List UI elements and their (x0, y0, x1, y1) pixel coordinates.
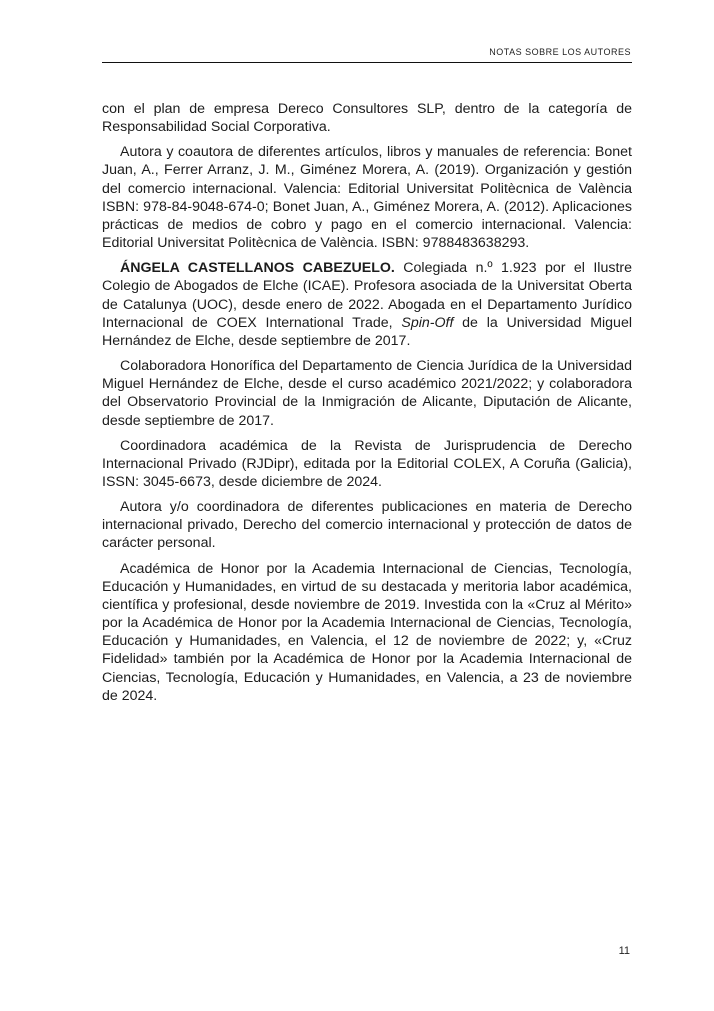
author-bio-italic: Spin-Off (401, 314, 454, 331)
paragraph-coordination: Coordinadora académica de la Revista de Jurisprudencia de Derecho Internacional Privado (RJDipr), editada por la Editorial COLEX, A Coruña (Galicia), ISSN: 3045-6673, desde diciembre de 2024. (102, 437, 632, 490)
paragraph-continuation: con el plan de empresa Dereco Consultores SLP, dentro de la categoría de Responsabilidad Social Corporativa. (102, 101, 632, 136)
header-divider (102, 62, 632, 63)
author-bio-text-b: de la Universidad Miguel Hernández de Elche, desde septiembre de 2017. (102, 314, 632, 349)
paragraph-author-publications: Autora y/o coordinadora de diferentes publicaciones en materia de Derecho internacional privado, Derecho del comercio internacional y protección de datos de carácter personal. (102, 499, 632, 552)
page-body (102, 100, 632, 712)
author-name: ÁNGELA CASTELLANOS CABEZUELO. (120, 260, 395, 277)
paragraph-collaborations: Colaboradora Honorífica del Departamento de Ciencia Jurídica de la Universidad Miguel Hernández de Elche, desde el curso académico 2021/2022; y colaboradora del Observatorio Provincial de la Inmigración de Alicante, Diputación de Alicante, desde septiembre de 2017. (102, 358, 632, 429)
running-header: NOTAS SOBRE LOS AUTORES (489, 47, 631, 57)
paragraph-honors: Académica de Honor por la Academia Internacional de Ciencias, Tecnología, Educación y Humanidades, en virtud de su destacada y meritoria labor académica, científica y profesional, desde noviembre de 2019. Investida con la «Cruz al Mérito» por la Académica de Honor por la Academia Internacional de Ciencias, Tecnología, Educación y Humanidades, en Valencia, el 12 de noviembre de 2022; y, «Cruz Fidelidad» también por la Académica de Honor por la Academia Internacional de Ciencias, Tecnología, Educación y Humanidades, en Valencia, a 23 de noviembre de 2024. (102, 560, 632, 704)
page-number: 11 (618, 945, 630, 957)
paragraph-publications: Autora y coautora de diferentes artículos, libros y manuales de referencia: Bonet Juan, A., Ferrer Arranz, J. M., Giménez Morera, A. (2019). Organización y gestión del comercio internacional. Valencia: Editorial Universitat Politècnica de València ISBN: 978-84-9048-674-0; Bonet Juan, A., Giménez Morera, A. (2012). Aplicaciones prácticas de medios de cobro y pago en el comercio internacional. Valencia: Editorial Universitat Politècnica de València. ISBN: 9788483638293. (102, 144, 632, 252)
paragraph-author-bio (102, 259, 632, 350)
author-bio-text-a: Colegiada n.º 1.923 por el Ilustre Colegio de Abogados de Elche (ICAE). Profesora asociada de la Universitat Oberta de Catalunya (UOC), desde enero de 2022. Abogada en el Departamento Jurídico Internacional de COEX International Trade, (102, 260, 632, 331)
